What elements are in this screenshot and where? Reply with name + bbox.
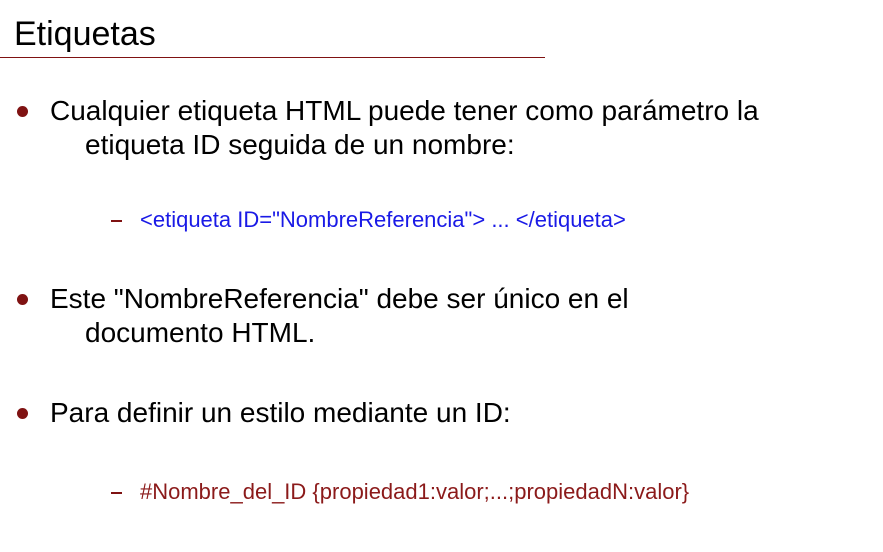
bullet-dot-icon xyxy=(17,294,28,305)
bullet-dot-icon xyxy=(17,106,28,117)
bullet-dot-icon xyxy=(17,408,28,419)
bullet-text-3 xyxy=(50,396,872,430)
bullet-2-line-1: Este "NombreReferencia" debe ser único en el xyxy=(50,283,629,314)
bullet-2-line-2: documento HTML. xyxy=(85,317,316,348)
bullet-text-1 xyxy=(50,94,872,162)
slide-title: Etiquetas xyxy=(14,15,156,53)
bullet-text-2 xyxy=(50,282,872,350)
dash-icon xyxy=(111,220,122,222)
title-underline xyxy=(0,57,545,58)
bullet-1-line-2: etiqueta ID seguida de un nombre: xyxy=(85,129,515,160)
code-example-css: #Nombre_del_ID {propiedad1:valor;...;propiedadN:valor} xyxy=(140,479,690,504)
dash-icon xyxy=(111,492,122,494)
code-example-html: <etiqueta ID="NombreReferencia"> ... </etiqueta> xyxy=(140,207,626,232)
bullet-3-line-1: Para definir un estilo mediante un ID: xyxy=(50,397,511,428)
bullet-1-line-1: Cualquier etiqueta HTML puede tener como parámetro la xyxy=(50,95,759,126)
